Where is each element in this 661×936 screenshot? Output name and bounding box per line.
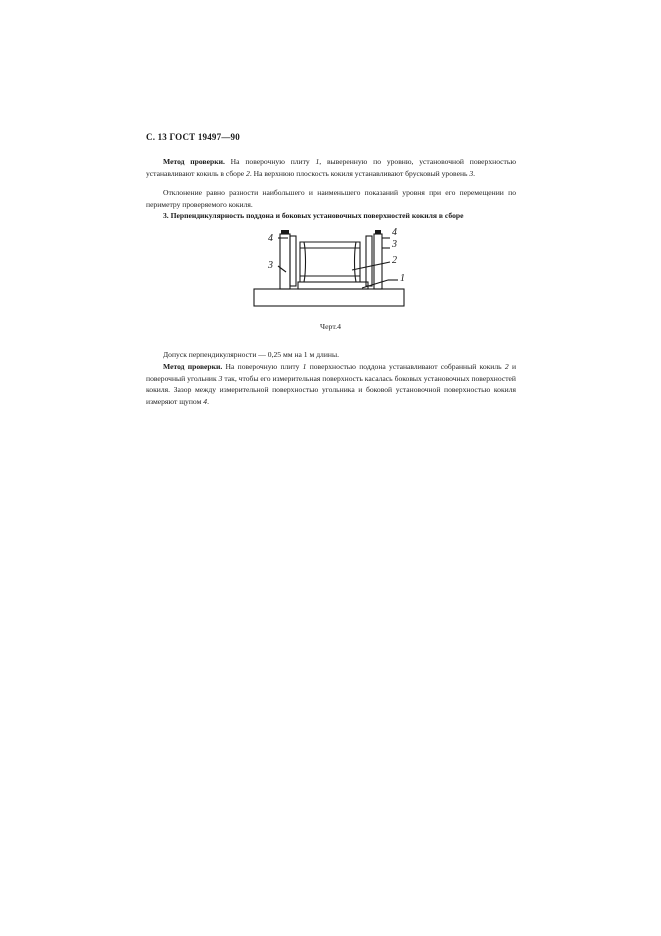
technical-drawing <box>248 226 408 314</box>
surface-plate <box>254 289 404 306</box>
label-2: 2 <box>392 255 397 266</box>
method-lead: Метод проверки. <box>163 157 225 166</box>
label-3-left: 3 <box>268 260 273 271</box>
figure-caption: Черт.4 <box>320 322 341 331</box>
paragraph-method-1: Метод проверки. На поверочную плиту 1, выверенную по уровню, установочной поверхностью устанавливают кокиль в сборе 2. На верхнюю плоскость кокиля устанавливают брусковый уровень 3. <box>146 157 517 178</box>
pallet <box>298 282 368 289</box>
paragraph-tolerance: Допуск перпендикулярности — 0,25 мм на 1 м длины. <box>163 350 339 359</box>
label-3-right: 3 <box>392 239 397 250</box>
section-heading-3: 3. Перпендикулярность поддона и боковых установочных поверхностей кокиля в сборе <box>163 211 464 220</box>
label-4-left: 4 <box>268 233 273 244</box>
paragraph-method-2: Метод проверки. На поверочную плиту 1 поверхностью поддона устанавливают собранный кокиль 2 и поверочный угольник 3 так, чтобы его измерительная поверхность касалась боковых установочных поверхностей кокиля. Зазор между измерительной поверхностью угольника и боковой установочной поверхностью кокиля измеряют щупом 4. <box>146 362 517 406</box>
label-1: 1 <box>400 273 405 284</box>
feeler-right <box>366 236 372 286</box>
square-right <box>374 234 382 289</box>
feeler-left <box>290 236 296 286</box>
method-lead-2: Метод проверки. <box>163 362 223 371</box>
paragraph-deviation: Отклонение равно разности наибольшего и наименьшего показаний уровня при его перемещении по периметру проверяемого кокиля. <box>146 188 516 209</box>
square-left <box>280 234 290 289</box>
label-4-right: 4 <box>392 227 397 238</box>
page-header: С. 13 ГОСТ 19497—90 <box>146 132 240 142</box>
